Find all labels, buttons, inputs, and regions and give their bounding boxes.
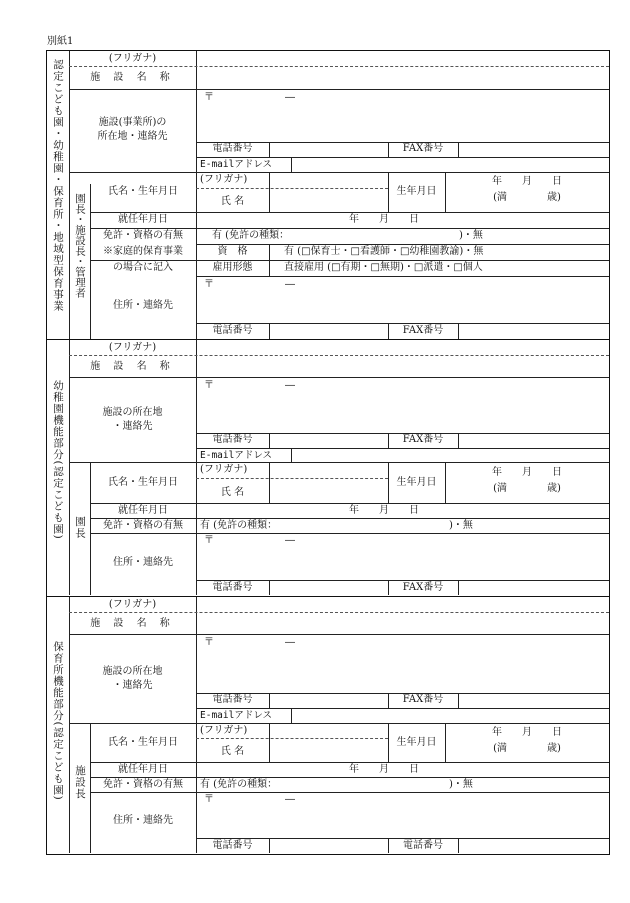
director-postal-mark: 〒 bbox=[204, 794, 214, 805]
birth-ymd: 年 月 日 bbox=[492, 727, 562, 738]
postal-mark: 〒 bbox=[204, 92, 214, 103]
license-value: 有 (免許の種類： bbox=[200, 779, 278, 790]
birthdate-label: 生年月日 bbox=[396, 186, 437, 197]
license-label: 免許・資格の有無 bbox=[103, 779, 183, 790]
phone-label: 電話番号 bbox=[212, 694, 253, 705]
furigana-label: (フリガナ) bbox=[108, 599, 157, 610]
furigana-label: (フリガナ) bbox=[108, 53, 157, 64]
fax-label: FAX番号 bbox=[402, 143, 444, 154]
home-care-note-line2: の場合に記入 bbox=[113, 262, 173, 273]
postal-mark: 〒 bbox=[204, 637, 214, 648]
section-kindergarten bbox=[46, 340, 610, 597]
phone-label: 電話番号 bbox=[212, 143, 253, 154]
postal-dash: ― bbox=[285, 92, 295, 103]
fax-label: FAX番号 bbox=[402, 434, 444, 445]
license-none: )・無 bbox=[459, 230, 483, 241]
director-postal-dash: ― bbox=[285, 535, 295, 546]
birthdate-label: 生年月日 bbox=[396, 477, 437, 488]
license-label: 免許・資格の有無 bbox=[103, 230, 183, 241]
phone-label: 電話番号 bbox=[212, 434, 253, 445]
birth-age: (満 歳) bbox=[493, 483, 561, 494]
appointed-ymd: 年 月 日 bbox=[349, 214, 419, 225]
director-postal-dash: ― bbox=[285, 794, 295, 805]
section2-director-label: 園長 bbox=[74, 516, 86, 539]
appointed-ymd: 年 月 日 bbox=[349, 764, 419, 775]
facility-name-input[interactable] bbox=[201, 68, 605, 86]
birth-ymd: 年 月 日 bbox=[492, 176, 562, 187]
furigana-label: (フリガナ) bbox=[108, 342, 157, 353]
director-postal-mark: 〒 bbox=[204, 535, 214, 546]
qualification-label: 資 格 bbox=[217, 246, 248, 257]
address-label-line1: 施設の所在地 bbox=[102, 666, 163, 677]
address-label-line2: 所在地・連絡先 bbox=[97, 131, 168, 142]
registration-form bbox=[46, 50, 610, 855]
license-value: 有 (免許の種類： bbox=[212, 230, 290, 241]
birth-age: (満 歳) bbox=[493, 192, 561, 203]
facility-name-label: 施 設 名 称 bbox=[90, 361, 175, 372]
name-birth-label: 氏名・生年月日 bbox=[108, 477, 178, 488]
fax-label: FAX番号 bbox=[402, 694, 444, 705]
appointed-label: 就任年月日 bbox=[118, 214, 168, 225]
employment-value: 直接雇用 (□有期・□無期)・□派遣・□個人 bbox=[284, 262, 483, 273]
license-label: 免許・資格の有無 bbox=[103, 520, 183, 531]
qualification-value: 有 (□保育士・□看護師・□幼稚園教諭)・無 bbox=[284, 246, 484, 257]
director-address-label: 住所・連絡先 bbox=[113, 300, 173, 311]
director-fax-label: FAX番号 bbox=[402, 325, 444, 336]
postal-dash: ― bbox=[285, 637, 295, 648]
director-address-label: 住所・連絡先 bbox=[113, 815, 173, 826]
director-furigana: (フリガナ) bbox=[200, 725, 248, 736]
director-phone-label: 電話番号 bbox=[212, 582, 253, 593]
appointed-label: 就任年月日 bbox=[118, 764, 168, 775]
birthdate-label: 生年月日 bbox=[396, 737, 437, 748]
postal-dash: ― bbox=[285, 380, 295, 391]
section1-director-label: 園長・施設長・管理者 bbox=[74, 193, 86, 298]
appointed-ymd: 年 月 日 bbox=[349, 505, 419, 516]
address-label-line1: 施設(事業所)の bbox=[98, 117, 167, 128]
license-none: )・無 bbox=[449, 779, 473, 790]
address-label-line2: ・連絡先 bbox=[112, 680, 153, 691]
facility-name-label: 施 設 名 称 bbox=[90, 72, 175, 83]
email-label: E-mailアドレス bbox=[200, 450, 273, 461]
postal-mark: 〒 bbox=[204, 380, 214, 391]
address-label-line2: ・連絡先 bbox=[112, 421, 153, 432]
section-facility-overall bbox=[46, 50, 610, 340]
director-phone-label: 電話番号 bbox=[212, 325, 253, 336]
director-postal-mark: 〒 bbox=[204, 279, 214, 290]
home-care-note-line1: ※家庭的保育事業 bbox=[103, 246, 183, 257]
director-name-label: 氏 名 bbox=[220, 196, 245, 207]
email-label: E-mailアドレス bbox=[200, 710, 273, 721]
appointed-label: 就任年月日 bbox=[118, 505, 168, 516]
birth-age: (満 歳) bbox=[493, 743, 561, 754]
facility-name-label: 施 設 名 称 bbox=[90, 618, 175, 629]
name-birth-label: 氏名・生年月日 bbox=[108, 186, 178, 197]
director-fax-label: FAX番号 bbox=[402, 582, 444, 593]
name-birth-label: 氏名・生年月日 bbox=[108, 737, 178, 748]
director-address-label: 住所・連絡先 bbox=[113, 557, 173, 568]
email-label: E-mailアドレス bbox=[200, 159, 273, 170]
section2-vertical-title: 幼稚園機能部分(認定こども園) bbox=[52, 380, 64, 540]
director-second-phone-label: 電話番号 bbox=[403, 840, 443, 851]
director-furigana: (フリガナ) bbox=[200, 174, 248, 185]
section-nursery bbox=[46, 597, 610, 855]
director-phone-label: 電話番号 bbox=[212, 840, 253, 851]
section3-vertical-title: 保育所機能部分(認定こども園) bbox=[52, 641, 64, 801]
address-label-line1: 施設の所在地 bbox=[102, 407, 163, 418]
license-value: 有 (免許の種類： bbox=[200, 520, 278, 531]
license-none: )・無 bbox=[449, 520, 473, 531]
sheet-label: 別紙1 bbox=[47, 36, 74, 47]
employment-label: 雇用形態 bbox=[212, 262, 253, 273]
director-name-label: 氏 名 bbox=[220, 746, 245, 757]
birth-ymd: 年 月 日 bbox=[492, 467, 562, 478]
director-furigana: (フリガナ) bbox=[200, 464, 248, 475]
section1-vertical-title: 認定こども園・幼稚園・保育所・地域型保育事業 bbox=[52, 59, 64, 312]
director-name-label: 氏 名 bbox=[220, 487, 245, 498]
section3-director-label: 施設長 bbox=[74, 765, 86, 800]
director-postal-dash: ― bbox=[285, 279, 295, 290]
